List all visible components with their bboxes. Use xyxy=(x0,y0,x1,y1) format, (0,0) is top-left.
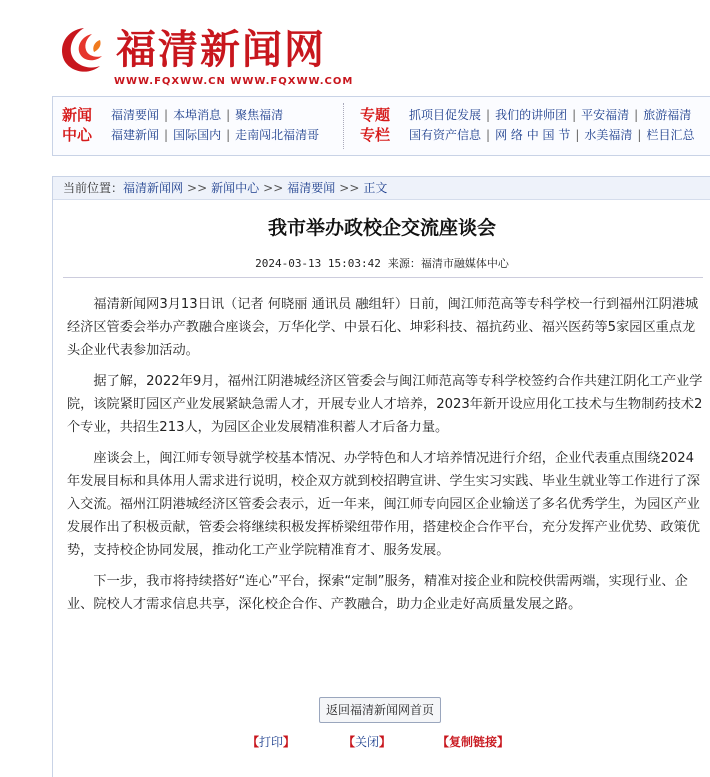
title-divider xyxy=(63,277,703,278)
nav-link-international[interactable]: 国际国内 xyxy=(173,128,222,142)
breadcrumb-separator: >> xyxy=(339,181,360,195)
news-center-title[interactable] xyxy=(57,105,97,145)
nav-link-fuqing-abroad[interactable]: 走南闯北福清哥 xyxy=(235,128,320,142)
special-row-1: 抓项目促发展 | 我们的讲师团 | 平安福清 | 旅游福清 xyxy=(409,108,692,122)
nav-link-focus-fuqing[interactable]: 聚焦福清 xyxy=(235,108,284,122)
article-meta xyxy=(53,255,710,271)
breadcrumb-separator: >> xyxy=(187,181,208,195)
close-action: 【关闭】 xyxy=(343,735,392,749)
nav-link-projects[interactable]: 抓项目促发展 xyxy=(409,108,482,122)
print-action: 【打印】 xyxy=(247,735,296,749)
news-row-1: 福清要闻 | 本埠消息 | 聚焦福清 xyxy=(111,108,284,122)
nav-divider xyxy=(343,103,344,149)
article-datetime: 2024-03-13 15:03:42 xyxy=(255,257,381,270)
nav-link-lecturers[interactable]: 我们的讲师团 xyxy=(495,108,568,122)
article-paragraph: 据了解，2022年9月，福州江阴港城经济区管委会与闽江师范高等专科学校签约合作共建江阴化工产业学院，该院紧盯园区产业发展紧缺急需人才，开展专业人才培养，2023年新开设应用化工技术与生物制药技术2个专业，共招生213人，为园区企业发展精准积蓄人才后备力量。 xyxy=(67,374,703,435)
nav-link-column-summary[interactable]: 栏目汇总 xyxy=(646,128,695,142)
article-title: 我市举办政校企交流座谈会 xyxy=(267,217,496,239)
article-body xyxy=(67,293,703,624)
special-row-2: 国有资产信息 | 网 络 中 国 节 | 水美福清 | 栏目汇总 xyxy=(409,128,695,142)
nav-link-state-assets[interactable]: 国有资产信息 xyxy=(409,128,482,142)
site-logo[interactable] xyxy=(54,18,354,90)
nav-link-fujian-news[interactable]: 福建新闻 xyxy=(111,128,160,142)
copy-link[interactable]: 复制链接 xyxy=(449,735,498,749)
special-title-line2: 专栏 xyxy=(359,126,390,144)
breadcrumb xyxy=(53,177,710,200)
breadcrumb-news-center[interactable]: 新闻中心 xyxy=(211,181,260,195)
nav-link-local-news[interactable]: 本埠消息 xyxy=(173,108,222,122)
breadcrumb-current[interactable]: 正文 xyxy=(363,181,388,195)
copy-link-action: 【复制链接】 xyxy=(437,735,510,749)
logo-text: 福清新闻网 xyxy=(116,26,326,73)
breadcrumb-home[interactable]: 福清新闻网 xyxy=(123,181,184,195)
news-center-title-line2: 中心 xyxy=(61,126,92,144)
breadcrumb-separator: >> xyxy=(263,181,284,195)
special-title[interactable] xyxy=(355,105,395,145)
print-link[interactable]: 打印 xyxy=(259,735,284,749)
nav-link-web-festival[interactable]: 网 络 中 国 节 xyxy=(495,128,571,142)
special-title-line1: 专题 xyxy=(359,106,390,124)
article-paragraph: 座谈会上，闽江师专领导就学校基本情况、办学特色和人才培养情况进行介绍，企业代表重点围绕2024年发展目标和具体用人需求进行说明，校企双方就到校招聘宣讲、学生实习实践、毕业生就业等工作进行了深入交流。福州江阴港城经济区管委会表示，近一年来，闽江师专向园区企业输送了多名优秀学生，为园区产业发展作出了积极贡献，管委会将继续积极发挥桥梁纽带作用，搭建校企合作平台，充分发挥产业优势、政策优势，支持校企协同发展，推动化工产业学院精准育才、服务发展。 xyxy=(67,451,700,558)
article-box xyxy=(52,176,710,777)
logo-urls: WWW.FQXWW.CN WWW.FQXWW.COM xyxy=(114,76,354,87)
news-center-title-line1: 新闻 xyxy=(61,106,92,124)
news-row-2: 福建新闻 | 国际国内 | 走南闯北福清哥 xyxy=(111,128,320,142)
article-source-label: 来源： xyxy=(387,257,421,270)
close-link[interactable]: 关闭 xyxy=(355,735,380,749)
breadcrumb-fuqing-news[interactable]: 福清要闻 xyxy=(287,181,336,195)
nav-link-tourism[interactable]: 旅游福清 xyxy=(643,108,692,122)
nav-box xyxy=(52,96,710,156)
article-source: 福清市融媒体中心 xyxy=(420,257,509,270)
nav-link-fuqing-news[interactable]: 福清要闻 xyxy=(111,108,160,122)
logo-swirl-icon xyxy=(54,20,114,80)
return-home-button[interactable]: 返回福清新闻网首页 xyxy=(319,697,441,723)
nav-link-water-fuqing[interactable]: 水美福清 xyxy=(584,128,633,142)
article-paragraph: 下一步，我市将持续搭好“连心”平台，探索“定制”服务，精准对接企业和院校供需两端，实现行业、企业、院校人才需求信息共享，深化校企合作、产教融合，助力企业走好高质量发展之路。 xyxy=(67,574,688,612)
article-paragraph: 福清新闻网3月13日讯（记者 何晓丽 通讯员 融组轩）日前，闽江师范高等专科学校一行到福州江阴港城经济区管委会举办产教融合座谈会，万华化学、中景石化、坤彩科技、福抗药业、福兴医药等5家园区重点龙头企业代表参加活动。 xyxy=(67,297,699,358)
nav-link-safe-fuqing[interactable]: 平安福清 xyxy=(581,108,630,122)
breadcrumb-prefix: 当前位置： xyxy=(63,181,124,195)
